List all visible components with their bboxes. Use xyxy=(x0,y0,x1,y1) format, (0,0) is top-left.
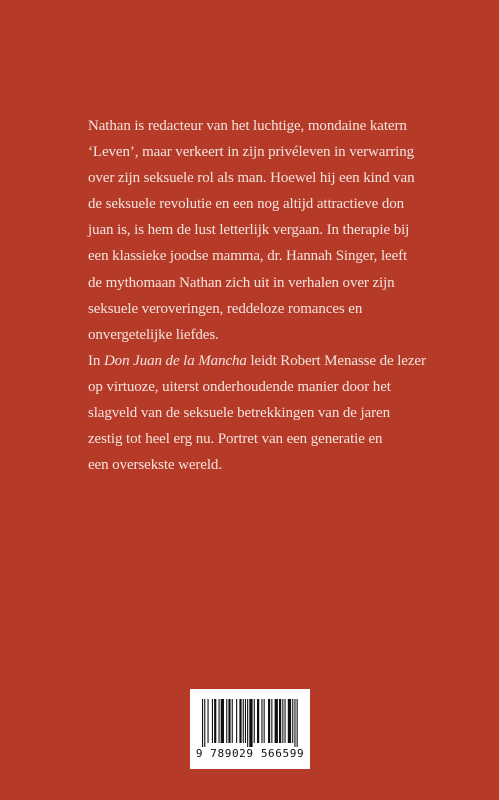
line: juan is, is hem de lust letterlijk vergaan. In therapie bij xyxy=(88,222,410,239)
barcode-bar xyxy=(204,699,205,747)
barcode-bar xyxy=(247,699,248,747)
line: de seksuele revolutie en een nog altijd attractieve don xyxy=(88,196,405,213)
barcode-bar xyxy=(221,699,224,743)
barcode-bar xyxy=(249,699,252,747)
barcode-bar xyxy=(292,699,293,743)
barcode-bar xyxy=(271,699,272,743)
barcode-bar xyxy=(202,699,203,747)
line: ‘Leven’, maar verkeert in zijn privéleven in verwarring xyxy=(88,144,415,161)
barcode-bar xyxy=(254,699,255,743)
book-title: Don Juan de la Mancha xyxy=(103,352,247,369)
barcode-bar xyxy=(219,699,220,743)
barcode-bar xyxy=(294,699,295,747)
barcode-bar xyxy=(279,699,281,743)
barcode-bar xyxy=(285,699,286,743)
barcode xyxy=(190,689,310,769)
line: slagveld van de seksuele betrekkingen van de jaren xyxy=(88,405,390,422)
line: een klassieke joodse mamma, dr. Hannah Singer, leeft xyxy=(88,248,408,265)
barcode-bar xyxy=(245,699,246,743)
barcode-bar xyxy=(236,699,237,743)
barcode-bar xyxy=(297,699,298,747)
blurb-paragraph-1 xyxy=(88,113,428,348)
barcode-bar xyxy=(228,699,230,743)
barcode-bar xyxy=(212,699,213,743)
barcode-bar xyxy=(239,699,241,743)
line: zestig tot heel erg nu. Portret van een generatie en xyxy=(88,431,383,448)
line: een oversekste wereld. xyxy=(88,457,222,474)
barcode-bar xyxy=(268,699,270,743)
barcode-bar xyxy=(264,699,265,743)
barcode-bar xyxy=(288,699,291,743)
line: seksuele veroveringen, reddeloze romances en xyxy=(88,300,363,317)
barcode-bar xyxy=(282,699,283,743)
barcode-bar xyxy=(257,699,259,743)
barcode-bar xyxy=(275,699,278,743)
barcode-bar xyxy=(261,699,262,743)
line: Nathan is redacteur van het luchtige, mondaine katern xyxy=(88,118,407,134)
barcode-bar xyxy=(243,699,244,743)
barcode-bars xyxy=(190,689,310,749)
line: over zijn seksuele rol als man. Hoewel hij een kind van xyxy=(88,170,415,187)
line: de mythomaan Nathan zich uit in verhalen over zijn xyxy=(88,274,395,291)
isbn-number: 9 789029 566599 xyxy=(195,747,305,760)
barcode-bar xyxy=(226,699,227,743)
line: op virtuoze, uiterst onderhoudende manier door het xyxy=(88,378,391,395)
blurb-text xyxy=(88,113,428,478)
line: onvergetelijke liefdes. xyxy=(88,326,219,343)
line-prefix: In xyxy=(88,352,104,369)
barcode-bar xyxy=(232,699,233,743)
line-suffix: leidt Robert Menasse de lezer xyxy=(246,352,426,369)
blurb-paragraph-2 xyxy=(88,348,428,478)
barcode-bar xyxy=(208,699,209,743)
barcode-bar xyxy=(214,699,216,743)
